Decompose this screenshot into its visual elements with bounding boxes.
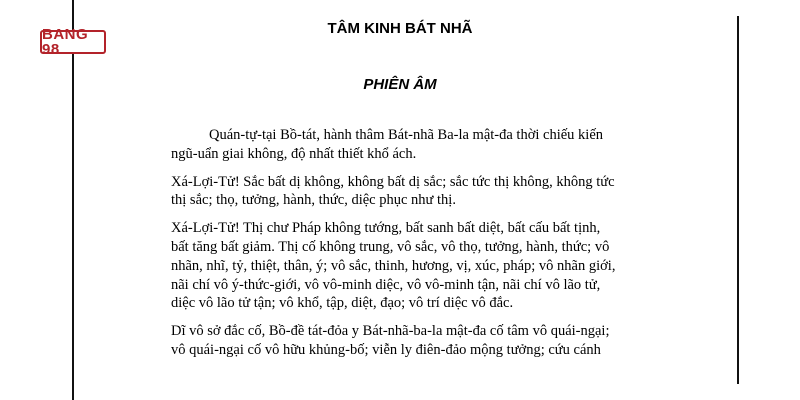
paragraph-line: diệc vô lão tử tận; vô khổ, tập, diệt, đạo; vô trí diệc vô đắc. <box>171 295 514 312</box>
paragraph-line: Quán-tự-tại Bồ-tát, hành thâm Bát-nhã Ba-la mật-đa thời chiếu kiến <box>209 127 604 143</box>
paragraph-line: nhãn, nhĩ, tỷ, thiệt, thân, ý; vô sắc, thinh, hương, vị, xúc, pháp; vô nhãn giới, <box>171 257 616 274</box>
left-margin-line <box>72 0 74 400</box>
paragraph-1 <box>171 126 641 164</box>
document-body <box>171 126 641 369</box>
document-title: TÂM KINH BÁT NHÃ <box>327 20 473 37</box>
paragraph-line: nãi chí vô ý-thức-giới, vô vô-minh diệc, vô vô-minh tận, nãi chí vô lão tử, <box>171 276 601 293</box>
paragraph-line: bất tăng bất giảm. Thị cố không trung, vô sắc, vô thọ, tưởng, hành, thức; vô <box>171 238 610 255</box>
paragraph-4 <box>171 322 641 360</box>
bang98-logo <box>40 26 106 58</box>
document-subtitle: PHIÊN ÂM <box>363 76 437 93</box>
paragraph-line: ngũ-uẩn giai không, độ nhất thiết khổ ách. <box>171 145 417 162</box>
paragraph-3 <box>171 219 641 313</box>
paragraph-line: Xá-Lợi-Tử! Thị chư Pháp không tướng, bất sanh bất diệt, bất cấu bất tịnh, <box>171 220 601 237</box>
logo-text: BANG 98 <box>42 26 89 58</box>
paragraph-line: vô quái-ngại cố vô hữu khủng-bố; viễn ly điên-đảo mộng tưởng; cứu cánh <box>171 341 601 358</box>
paragraph-line: thị sắc; thọ, tưởng, hành, thức, diệc phục như thị. <box>171 192 456 209</box>
right-margin-line <box>737 16 739 384</box>
paragraph-2 <box>171 173 641 211</box>
paragraph-line: Xá-Lợi-Tử! Sắc bất dị không, không bất dị sắc; sắc tức thị không, không tức <box>171 173 615 190</box>
paragraph-line: Dĩ vô sở đắc cố, Bồ-đề tát-đỏa y Bát-nhã-ba-la mật-đa cố tâm vô quái-ngại; <box>171 323 610 340</box>
